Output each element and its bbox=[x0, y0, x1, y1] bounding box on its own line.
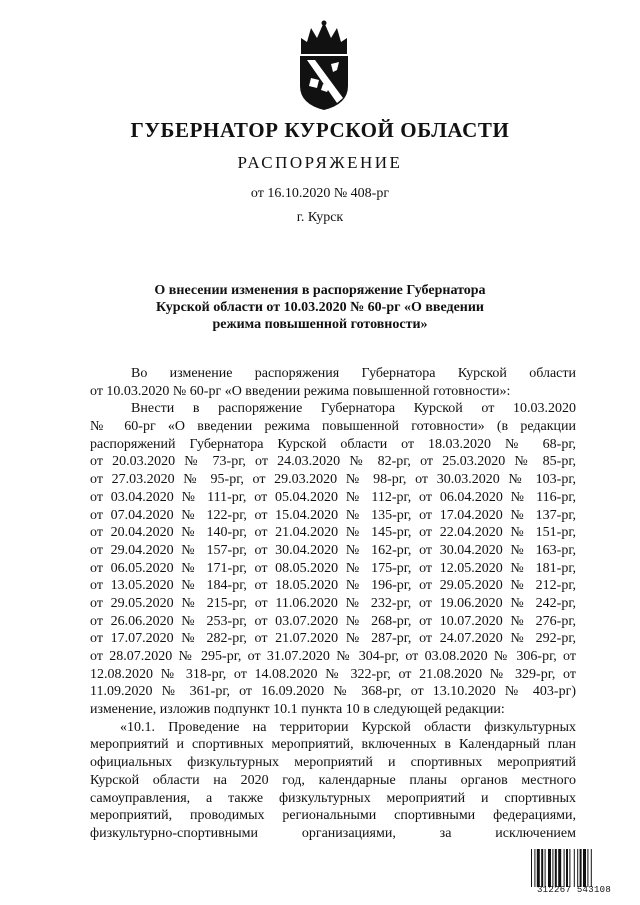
body-line: от 07.04.2020 № 122-рг, от 15.04.2020 № 135-рг, от 17.04.2020 № 137-рг, bbox=[90, 507, 576, 523]
document-city: г. Курск bbox=[296, 210, 344, 225]
barcode-number: 312267 543108 bbox=[536, 885, 612, 895]
body-line: от 13.05.2020 № 184-рг, от 18.05.2020 № 196-рг, от 29.05.2020 № 212-рг, bbox=[90, 578, 576, 594]
barcode-bar bbox=[545, 849, 546, 887]
body-line: от 27.03.2020 № 95-рг, от 29.03.2020 № 98-рг, от 30.03.2020 № 103-рг, bbox=[90, 472, 576, 488]
barcode-bar bbox=[552, 849, 553, 887]
body-line: от 29.05.2020 № 215-рг, от 11.06.2020 № 232-рг, от 19.06.2020 № 242-рг, bbox=[90, 595, 576, 611]
body-line: официальных физкультурных мероприятий и спортивных мероприятий bbox=[90, 755, 576, 771]
barcode-bar bbox=[583, 849, 586, 887]
barcode-bar bbox=[555, 849, 557, 887]
body-line: изменение, изложив подпункт 10.1 пункта 10 в следующей редакции: bbox=[90, 702, 505, 718]
subject-line: О внесении изменения в распоряжение Губернатора bbox=[154, 283, 486, 298]
barcode-bar bbox=[558, 849, 561, 887]
body-line: от 10.03.2020 № 60-рг «О введении режима повышенной готовности»: bbox=[90, 383, 511, 399]
barcode-bar bbox=[577, 849, 578, 887]
barcode-bar bbox=[574, 849, 575, 887]
body-line: мероприятий, проводимых региональными спортивными федерациями, bbox=[90, 808, 576, 824]
body-line: от 20.03.2020 № 73-рг, от 24.03.2020 № 82-рг, от 25.03.2020 № 85-рг, bbox=[90, 454, 576, 470]
coat-of-arms-emblem-icon bbox=[293, 20, 355, 112]
body-line: от 26.06.2020 № 253-рг, от 03.07.2020 № 268-рг, от 10.07.2020 № 276-рг, bbox=[90, 613, 576, 629]
document-type-title: РАСПОРЯЖЕНИЕ bbox=[237, 153, 403, 172]
body-line: 12.08.2020 № 318-рг, от 14.08.2020 № 322-рг, от 21.08.2020 № 329-рг, от bbox=[90, 666, 576, 682]
body-line: от 06.05.2020 № 171-рг, от 08.05.2020 № 175-рг, от 12.05.2020 № 181-рг, bbox=[90, 560, 576, 576]
barcode-bar bbox=[569, 849, 570, 887]
barcode-bar bbox=[564, 849, 565, 887]
body-line: от 28.07.2020 № 295-рг, от 31.07.2020 № 304-рг, от 03.08.2020 № 306-рг, от bbox=[90, 649, 576, 664]
subject-line: режима повышенной готовности» bbox=[212, 317, 428, 332]
barcode-bar bbox=[541, 849, 543, 887]
body-line: Внести в распоряжение Губернатора Курской от 10.03.2020 bbox=[131, 401, 576, 417]
body-line: от 03.04.2020 № 111-рг, от 05.04.2020 № 112-рг, от 06.04.2020 № 116-рг, bbox=[90, 489, 576, 505]
body-line: от 20.04.2020 № 140-рг, от 21.04.2020 № 145-рг, от 22.04.2020 № 151-рг, bbox=[90, 525, 576, 541]
barcode-bar bbox=[531, 849, 532, 887]
body-line: 11.09.2020 № 361-рг, от 16.09.2020 № 368-рг, от 13.10.2020 № 403-рг) bbox=[90, 684, 576, 700]
body-line: физкультурно-спортивными организациями, за исключением bbox=[90, 825, 576, 841]
body-line: самоуправления, а также физкультурных мероприятий и спортивных bbox=[90, 790, 576, 806]
body-line: мероприятий и спортивных мероприятий, включенных в Календарный план bbox=[90, 737, 576, 753]
barcode-bar bbox=[566, 849, 568, 887]
body-line: «10.1. Проведение на территории Курской области физкультурных bbox=[120, 719, 576, 735]
body-line: от 29.04.2020 № 157-рг, от 30.04.2020 № 162-рг, от 30.04.2020 № 163-рг, bbox=[90, 542, 576, 558]
barcode-bar bbox=[534, 849, 535, 887]
barcode-bar bbox=[580, 849, 582, 887]
document-subject bbox=[100, 282, 540, 333]
document-body bbox=[90, 365, 576, 843]
barcode-bar bbox=[537, 849, 540, 887]
body-line: № 60-рг «О введении режима повышенной готовности» (в редакции bbox=[90, 419, 576, 435]
body-line: распоряжений Губернатора Курской области от 18.03.2020 № 68-рг, bbox=[90, 436, 576, 452]
body-line: от 17.07.2020 № 282-рг, от 21.07.2020 № 287-рг, от 24.07.2020 № 292-рг, bbox=[90, 631, 576, 647]
document-date-number: от 16.10.2020 № 408-рг bbox=[250, 186, 390, 201]
subject-line: Курской области от 10.03.2020 № 60-рг «О введении bbox=[155, 300, 484, 315]
barcode-bar bbox=[587, 849, 588, 887]
body-line: Во изменение распоряжения Губернатора Курской области bbox=[131, 366, 576, 381]
issuing-authority-title: ГУБЕРНАТОР КУРСКОЙ ОБЛАСТИ bbox=[130, 118, 510, 142]
document-barcode bbox=[530, 849, 618, 887]
barcode-bar bbox=[548, 849, 551, 887]
body-line: Курской области на 2020 год, календарные планы органов местного bbox=[90, 772, 576, 788]
barcode-bar bbox=[591, 849, 592, 887]
